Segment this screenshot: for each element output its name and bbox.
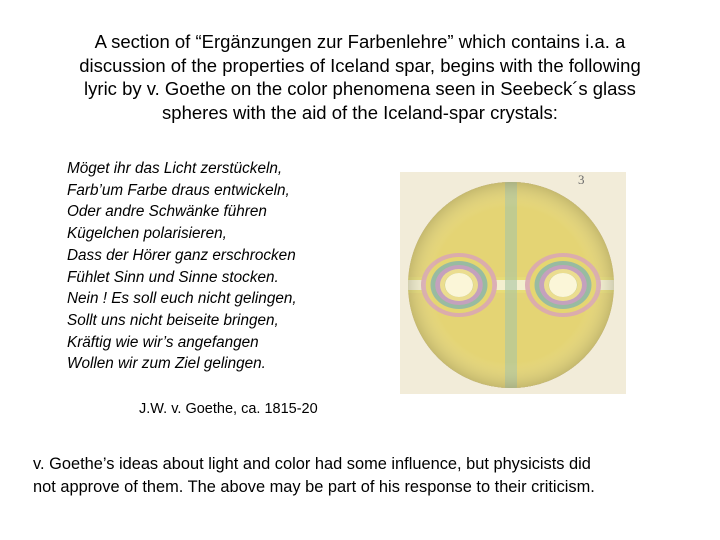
poem-line: Kügelchen polarisieren, — [67, 225, 227, 243]
interference-figure-image — [400, 172, 626, 394]
poem-line: Wollen wir zum Ziel gelingen. — [67, 355, 266, 373]
poem-line: Kräftig wie wir’s angefangen — [67, 333, 259, 351]
disc-shading — [408, 182, 614, 388]
plate-number: 3 — [578, 172, 585, 187]
intro-line: lyric by v. Goethe on the color phenomena seen in Seebeck´s glass — [84, 78, 636, 99]
poem-line: Sollt uns nicht beiseite bringen, — [67, 311, 279, 329]
intro-line: spheres with the aid of the Iceland-spar crystals: — [162, 101, 558, 123]
poem-line: Dass der Hörer ganz erschrocken — [67, 246, 296, 264]
intro-line: discussion of the properties of Iceland spar, begins with the following — [79, 54, 641, 76]
poem-line: Möget ihr das Licht zerstückeln, — [67, 160, 283, 177]
poem-line: Farb’um Farbe draus entwickeln, — [67, 181, 290, 199]
intro-line: A section of “Ergänzungen zur Farbenlehre” which contains i.a. a — [94, 31, 626, 52]
poem-line: Nein ! Es soll euch nicht gelingen, — [67, 290, 297, 308]
closing-line: not approve of them. The above may be part of his response to their criticism. — [33, 477, 595, 496]
interference-figure-drawing — [400, 172, 626, 394]
poem — [67, 158, 387, 375]
poem-attribution: J.W. v. Goethe, ca. 1815-20 — [139, 401, 318, 417]
closing-paragraph — [33, 453, 693, 498]
poem-line: Fühlet Sinn und Sinne stocken. — [67, 268, 279, 286]
closing-line: v. Goethe’s ideas about light and color had some influence, but physicists did — [33, 455, 591, 473]
intro-paragraph — [30, 30, 690, 124]
poem-line: Oder andre Schwänke führen — [67, 203, 267, 221]
